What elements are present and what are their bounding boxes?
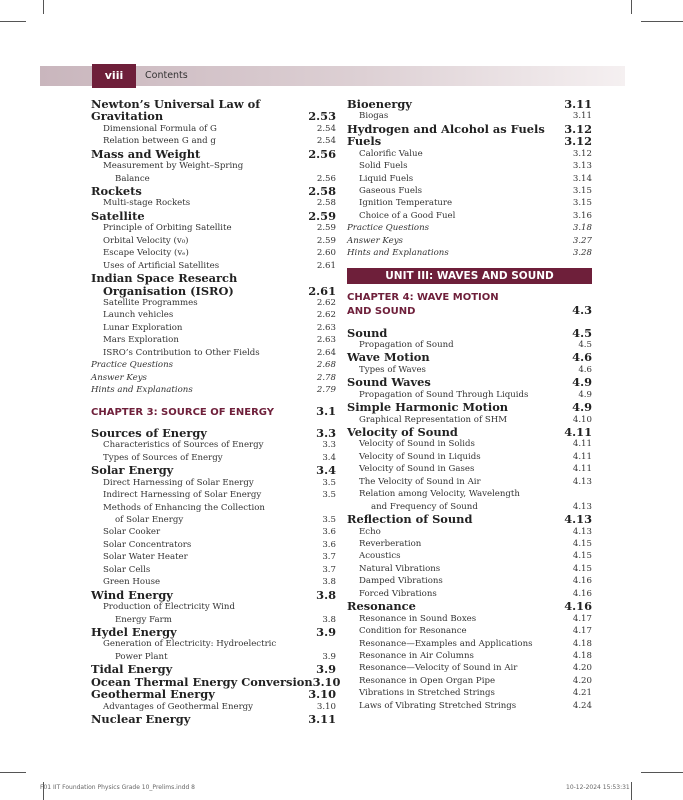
crop-mark: [641, 21, 683, 22]
entry-page-number: 3.28: [572, 248, 592, 259]
entry-title: Resonance: [347, 599, 416, 614]
entry-page-number: 4.13: [572, 526, 592, 537]
entry-title: Types of Sources of Energy: [103, 452, 223, 463]
entry-title: Propagation of Sound: [359, 339, 454, 350]
entry-page-number: 3.7: [322, 552, 336, 563]
toc-section-entry[interactable]: [91, 185, 336, 197]
toc-subsection-entry[interactable]: [347, 700, 592, 712]
entry-title: Condition for Resonance: [359, 626, 467, 637]
entry-title: Velocity of Sound in Solids: [359, 439, 475, 450]
entry-page-number: 2.59: [316, 235, 336, 246]
toc-subsection-entry[interactable]: [91, 514, 336, 526]
entry-page-number: 2.63: [316, 335, 336, 346]
toc-subsection-entry[interactable]: [91, 297, 336, 309]
entry-title: Characteristics of Sources of Energy: [103, 440, 264, 451]
entry-title: Types of Waves: [359, 364, 426, 375]
toc-section-entry[interactable]: [347, 351, 592, 363]
toc-subsection-entry[interactable]: [91, 576, 336, 588]
entry-title: Escape Velocity (vₑ): [103, 248, 189, 259]
entry-title: Principle of Orbiting Satellite: [103, 223, 232, 234]
entry-page-number: 4.15: [572, 551, 592, 562]
entry-page-number: 2.62: [316, 297, 336, 308]
toc-section-entry[interactable]: [91, 285, 336, 297]
entry-title: Forced Vibrations: [359, 588, 437, 599]
entry-title: Lunar Exploration: [103, 322, 183, 333]
entry-page-number: 3.10: [316, 701, 336, 712]
entry-title: Graphical Representation of SHM: [359, 414, 508, 425]
toc-subsection-entry[interactable]: [91, 247, 336, 259]
entry-title: Simple Harmonic Motion: [347, 400, 509, 415]
toc-subsection-entry[interactable]: [347, 476, 592, 488]
entry-title: Organisation (ISRO): [103, 283, 234, 298]
entry-title: Indian Space Research: [91, 271, 238, 286]
entry-title: Acoustics: [359, 551, 401, 562]
toc-section-entry[interactable]: [347, 98, 592, 110]
entry-page-number: 3.27: [572, 235, 592, 246]
entry-title: Echo: [359, 526, 381, 537]
entry-title: Practice Questions: [91, 360, 174, 371]
entry-title: Reverberation: [359, 538, 422, 549]
crop-mark: [0, 772, 26, 773]
toc-subsection-entry[interactable]: [347, 662, 592, 674]
entry-page-number: 3.11: [308, 712, 336, 727]
entry-page-number: 3.6: [322, 539, 336, 550]
entry-page-number: 3.7: [322, 564, 336, 575]
entry-title: Hydrogen and Alcohol as Fuels: [347, 121, 545, 136]
entry-page-number: 4.13: [572, 501, 592, 512]
entry-title: Rockets: [91, 184, 142, 199]
toc-subsection-entry[interactable]: [347, 148, 592, 160]
entry-title: Green House: [103, 577, 161, 588]
entry-title: Generation of Electricity: Hydroelectric: [103, 639, 277, 650]
entry-title: Resonance in Air Columns: [359, 651, 474, 662]
entry-page-number: 3.15: [572, 186, 592, 197]
entry-page-number: 3.16: [572, 210, 592, 221]
page-number: viii: [92, 64, 136, 88]
crop-mark: [0, 21, 26, 22]
entry-title: Gaseous Fuels: [359, 186, 423, 197]
entry-page-number: 4.9: [572, 400, 592, 415]
toc-section-entry[interactable]: [347, 401, 592, 413]
toc-subsection-entry[interactable]: [347, 197, 592, 209]
footer-timestamp: 10-12-2024 15:53:31: [566, 784, 630, 791]
entry-page-number: 3.12: [572, 148, 592, 159]
toc-section-entry[interactable]: [347, 376, 592, 388]
entry-title: Orbital Velocity (v₀): [103, 235, 189, 246]
entry-title: Ignition Temperature: [359, 198, 453, 209]
toc-subsection-entry[interactable]: [91, 564, 336, 576]
entry-page-number: 4.21: [572, 688, 592, 699]
entry-page-number: 4.16: [572, 576, 592, 587]
entry-title: Balance: [115, 173, 150, 184]
toc-section-entry[interactable]: [347, 426, 592, 438]
unit-heading: UNIT III: WAVES AND SOUND: [347, 268, 592, 284]
entry-page-number: 3.10: [308, 687, 336, 702]
entry-title: Solar Cells: [103, 564, 151, 575]
entry-title: Biogas: [359, 111, 389, 122]
entry-title: The Velocity of Sound in Air: [359, 476, 481, 487]
toc-chapter-heading[interactable]: [347, 292, 592, 304]
entry-page-number: 4.10: [572, 414, 592, 425]
toc-back-matter-entry[interactable]: [347, 222, 592, 234]
entry-page-number: 4.20: [572, 675, 592, 686]
toc-subsection-entry[interactable]: [91, 334, 336, 346]
toc-subsection-entry[interactable]: [347, 675, 592, 687]
entry-title: Sources of Energy: [91, 425, 207, 440]
toc-subsection-entry[interactable]: [91, 439, 336, 451]
toc-subsection-entry[interactable]: [91, 322, 336, 334]
entry-title: Satellite Programmes: [103, 297, 198, 308]
entry-page-number: 3.3: [322, 440, 336, 451]
entry-page-number: 2.60: [316, 248, 336, 259]
toc-subsection-entry[interactable]: [347, 488, 592, 500]
entry-title: Satellite: [91, 208, 145, 223]
entry-page-number: 3.14: [572, 173, 592, 184]
entry-title: Answer Keys: [91, 372, 147, 383]
toc-subsection-entry[interactable]: [91, 539, 336, 551]
toc-section-entry[interactable]: [91, 713, 336, 725]
toc-left-column: [91, 97, 341, 727]
toc-subsection-entry[interactable]: [91, 347, 336, 359]
entry-page-number: 3.12: [564, 134, 592, 149]
entry-page-number: 4.20: [572, 663, 592, 674]
toc-subsection-entry[interactable]: [91, 502, 336, 514]
entry-page-number: 4.9: [578, 389, 592, 400]
entry-page-number: 3.10: [312, 674, 341, 689]
entry-title: AND SOUND: [347, 306, 416, 318]
entry-page-number: 4.24: [572, 700, 592, 711]
entry-title: Relation among Velocity, Wavelength: [359, 489, 520, 500]
entry-title: Reflection of Sound: [347, 512, 473, 527]
entry-page-number: 2.56: [316, 173, 336, 184]
toc-chapter-heading[interactable]: [347, 304, 592, 318]
crop-mark: [631, 0, 632, 14]
toc-section-entry[interactable]: [91, 272, 336, 284]
entry-page-number: 3.8: [322, 577, 336, 588]
entry-title: Mars Exploration: [103, 335, 179, 346]
entry-title: and Frequency of Sound: [371, 501, 478, 512]
crop-mark: [641, 772, 683, 773]
entry-title: Velocity of Sound in Liquids: [359, 451, 481, 462]
toc-subsection-entry[interactable]: [347, 526, 592, 538]
toc-back-matter-entry[interactable]: [91, 359, 336, 371]
toc-section-entry[interactable]: [91, 464, 336, 476]
entry-title: Relation between G and g: [103, 136, 216, 147]
toc-subsection-entry[interactable]: [347, 650, 592, 662]
entry-page-number: 2.61: [308, 283, 336, 298]
entry-title: Resonance in Sound Boxes: [359, 613, 477, 624]
entry-page-number: 3.11: [572, 111, 592, 122]
entry-title: Solar Cooker: [103, 527, 161, 538]
entry-page-number: 2.63: [316, 322, 336, 333]
entry-page-number: 2.56: [308, 146, 336, 161]
toc-section-entry[interactable]: [91, 626, 336, 638]
toc-subsection-entry[interactable]: [347, 563, 592, 575]
entry-title: Practice Questions: [347, 223, 430, 234]
toc-subsection-entry[interactable]: [347, 625, 592, 637]
entry-page-number: 4.17: [572, 613, 592, 624]
toc-subsection-entry[interactable]: [91, 526, 336, 538]
entry-title: Choice of a Good Fuel: [359, 210, 456, 221]
entry-title: Natural Vibrations: [359, 563, 441, 574]
toc-back-matter-entry[interactable]: [347, 247, 592, 259]
entry-title: Resonance in Open Organ Pipe: [359, 675, 496, 686]
toc-section-entry[interactable]: [347, 600, 592, 612]
entry-page-number: 4.11: [572, 439, 592, 450]
entry-title: CHAPTER 3: SOURCE OF ENERGY: [91, 406, 274, 418]
toc-subsection-entry[interactable]: [91, 551, 336, 563]
entry-page-number: 4.16: [572, 588, 592, 599]
entry-title: Vibrations in Stretched Strings: [359, 688, 495, 699]
toc-subsection-entry[interactable]: [347, 110, 592, 122]
toc-subsection-entry[interactable]: [91, 123, 336, 135]
entry-title: Wind Energy: [91, 587, 173, 602]
toc-subsection-entry[interactable]: [347, 613, 592, 625]
toc-section-entry[interactable]: [347, 513, 592, 525]
entry-title: Dimensional Formula of G: [103, 123, 217, 134]
entry-title: Geothermal Energy: [91, 687, 215, 702]
entry-title: Hints and Explanations: [347, 248, 449, 259]
toc-subsection-entry[interactable]: [347, 638, 592, 650]
toc-section-entry[interactable]: [91, 148, 336, 160]
entry-title: Calorific Value: [359, 148, 423, 159]
entry-title: Mass and Weight: [91, 146, 201, 161]
entry-title: Wave Motion: [347, 350, 430, 365]
toc-subsection-entry[interactable]: [347, 160, 592, 172]
entry-title: Liquid Fuels: [359, 173, 414, 184]
entry-page-number: 3.3: [316, 425, 336, 440]
entry-page-number: 4.18: [572, 638, 592, 649]
entry-title: Uses of Artificial Satellites: [103, 260, 220, 271]
toc-subsection-entry[interactable]: [91, 222, 336, 234]
entry-page-number: 2.59: [308, 208, 336, 223]
entry-page-number: 2.68: [316, 360, 336, 371]
entry-page-number: 4.13: [572, 476, 592, 487]
entry-title: Ocean Thermal Energy Conversion: [91, 674, 313, 689]
entry-title: Advantages of Geothermal Energy: [103, 701, 254, 712]
entry-page-number: 2.58: [316, 198, 336, 209]
entry-page-number: 3.12: [564, 121, 592, 136]
entry-page-number: 3.18: [572, 223, 592, 234]
entry-title: Laws of Vibrating Stretched Strings: [359, 700, 517, 711]
spacer: [91, 397, 336, 405]
entry-page-number: 4.16: [564, 599, 592, 614]
toc-subsection-entry[interactable]: [347, 210, 592, 222]
toc-section-entry[interactable]: [91, 98, 336, 123]
crop-mark: [43, 0, 44, 14]
spacer: [347, 260, 592, 268]
entry-page-number: 2.64: [316, 347, 336, 358]
entry-title: Damped Vibrations: [359, 576, 443, 587]
entry-page-number: 3.5: [322, 490, 336, 501]
entry-page-number: 3.8: [316, 587, 336, 602]
entry-title: Indirect Harnessing of Solar Energy: [103, 490, 262, 501]
entry-title: Solar Concentrators: [103, 539, 192, 550]
entry-title: Direct Harnessing of Solar Energy: [103, 477, 254, 488]
entry-page-number: 2.58: [308, 184, 336, 199]
entry-page-number: 4.6: [578, 364, 592, 375]
entry-page-number: 2.79: [316, 385, 336, 396]
entry-page-number: 4.17: [572, 626, 592, 637]
entry-page-number: 3.5: [322, 515, 336, 526]
entry-title: Answer Keys: [347, 235, 403, 246]
entry-page-number: 3.9: [322, 651, 336, 662]
toc-back-matter-entry[interactable]: [91, 384, 336, 396]
toc-subsection-entry[interactable]: [347, 185, 592, 197]
toc-subsection-entry[interactable]: [91, 489, 336, 501]
entry-title: Solar Energy: [91, 463, 174, 478]
toc-subsection-entry[interactable]: [347, 538, 592, 550]
toc-subsection-entry[interactable]: [91, 160, 336, 172]
toc-subsection-entry[interactable]: [347, 451, 592, 463]
entry-page-number: 4.11: [572, 451, 592, 462]
toc-subsection-entry[interactable]: [91, 135, 336, 147]
entry-title: Newton’s Universal Law of Gravitation: [91, 97, 261, 124]
entry-page-number: 3.9: [316, 625, 336, 640]
entry-page-number: 4.6: [572, 350, 592, 365]
entry-page-number: 4.11: [572, 464, 592, 475]
entry-title: Solid Fuels: [359, 161, 408, 172]
entry-title: Bioenergy: [347, 97, 412, 111]
toc-section-entry[interactable]: [347, 327, 592, 339]
entry-title: Sound: [347, 325, 388, 340]
toc-subsection-entry[interactable]: [347, 463, 592, 475]
entry-title: Production of Electricity Wind: [103, 602, 235, 613]
toc-subsection-entry[interactable]: [91, 235, 336, 247]
entry-title: of Solar Energy: [115, 515, 184, 526]
entry-title: Velocity of Sound in Gases: [359, 464, 475, 475]
entry-page-number: 2.54: [316, 136, 336, 147]
toc-section-entry[interactable]: [91, 589, 336, 601]
crop-mark: [631, 782, 632, 800]
toc-subsection-entry[interactable]: [91, 477, 336, 489]
toc-chapter-heading[interactable]: [91, 405, 336, 419]
entry-page-number: 4.5: [572, 325, 592, 340]
entry-page-number: 3.4: [322, 452, 336, 463]
entry-page-number: 3.13: [572, 161, 592, 172]
entry-title: Solar Water Heater: [103, 552, 188, 563]
toc-back-matter-entry[interactable]: [91, 372, 336, 384]
toc-subsection-entry[interactable]: [347, 438, 592, 450]
entry-title: Launch vehicles: [103, 310, 174, 321]
entry-title: ISRO’s Contribution to Other Fields: [103, 347, 260, 358]
entry-page-number: 3.11: [564, 97, 592, 111]
toc-section-entry[interactable]: [91, 688, 336, 700]
toc-subsection-entry[interactable]: [347, 173, 592, 185]
toc-section-entry[interactable]: [347, 135, 592, 147]
entry-title: Energy Farm: [115, 614, 172, 625]
entry-title: Velocity of Sound: [347, 425, 458, 439]
entry-page-number: 2.78: [316, 372, 336, 383]
toc-subsection-entry[interactable]: [347, 687, 592, 699]
entry-page-number: 2.62: [316, 310, 336, 321]
toc-subsection-entry[interactable]: [91, 309, 336, 321]
entry-page-number: 2.61: [316, 260, 336, 271]
entry-title: Hydel Energy: [91, 625, 177, 640]
toc-back-matter-entry[interactable]: [347, 235, 592, 247]
toc-right-column: [347, 98, 592, 712]
entry-page-number: 4.15: [572, 563, 592, 574]
entry-page-number: 3.15: [572, 198, 592, 209]
entry-title: Resonance—Velocity of Sound in Air: [359, 663, 518, 674]
entry-title: Power Plant: [115, 651, 168, 662]
entry-page-number: 4.15: [572, 538, 592, 549]
entry-page-number: 4.5: [578, 339, 592, 350]
entry-page-number: 3.5: [322, 477, 336, 488]
entry-title: Tidal Energy: [91, 662, 173, 677]
toc-subsection-entry[interactable]: [91, 601, 336, 613]
entry-title: Fuels: [347, 134, 382, 149]
toc-subsection-entry[interactable]: [347, 550, 592, 562]
entry-page-number: 2.53: [308, 109, 336, 124]
toc-section-entry[interactable]: [91, 663, 336, 675]
entry-page-number: 4.3: [572, 303, 592, 318]
entry-page-number: 3.9: [316, 662, 336, 677]
toc-subsection-entry[interactable]: [347, 575, 592, 587]
entry-page-number: 3.6: [322, 527, 336, 538]
entry-page-number: 4.11: [564, 425, 592, 439]
entry-title: Multi-stage Rockets: [103, 198, 191, 209]
entry-page-number: 3.1: [316, 403, 336, 418]
entry-page-number: 4.18: [572, 651, 592, 662]
entry-title: Methods of Enhancing the Collection: [103, 502, 265, 513]
entry-title: Nuclear Energy: [91, 712, 191, 727]
footer-file-name: F01 IIT Foundation Physics Grade 10_Prelims.indd 8: [40, 784, 195, 791]
entry-title: Measurement by Weight–Spring: [103, 161, 244, 172]
toc-section-entry[interactable]: [347, 123, 592, 135]
entry-title: Resonance—Examples and Applications: [359, 638, 533, 649]
toc-section-entry[interactable]: [91, 427, 336, 439]
entry-page-number: 3.4: [316, 463, 336, 478]
header-label: Contents: [145, 70, 188, 81]
entry-title: Sound Waves: [347, 375, 431, 390]
entry-title: Hints and Explanations: [91, 385, 193, 396]
entry-title: CHAPTER 4: WAVE MOTION: [347, 291, 499, 303]
toc-subsection-entry[interactable]: [91, 638, 336, 650]
entry-title: Propagation of Sound Through Liquids: [359, 389, 529, 400]
entry-page-number: 4.13: [564, 512, 592, 527]
entry-page-number: 4.9: [572, 375, 592, 390]
spacer: [347, 284, 592, 292]
entry-page-number: 3.8: [322, 614, 336, 625]
entry-page-number: 2.54: [316, 123, 336, 134]
toc-section-entry[interactable]: [91, 210, 336, 222]
entry-page-number: 2.59: [316, 223, 336, 234]
